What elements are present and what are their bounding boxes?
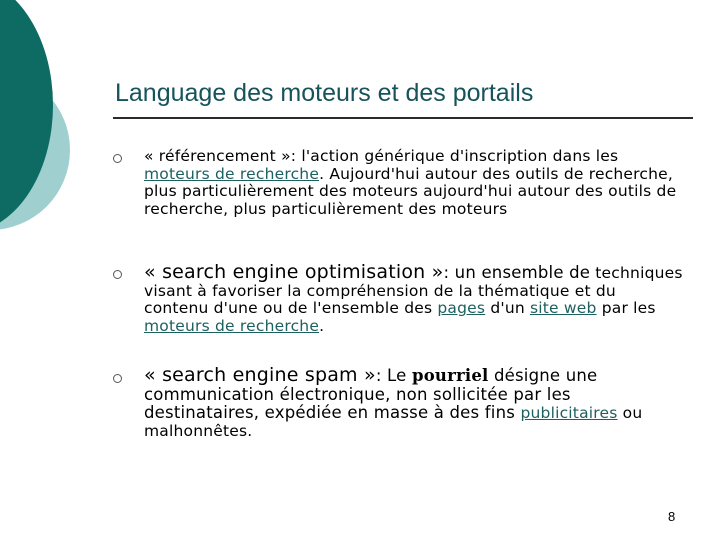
bullet-lead: « search engine spam » bbox=[144, 364, 376, 386]
bullet-text: ou malhonnêtes. bbox=[144, 404, 643, 440]
bullet-item-spam bbox=[144, 364, 684, 440]
bullet-item-referencement bbox=[144, 148, 684, 218]
title-divider bbox=[113, 117, 693, 119]
page-number: 8 bbox=[668, 509, 676, 524]
bullet-text: d'un bbox=[485, 299, 530, 317]
bullet-intro: un ensemble de bbox=[449, 263, 591, 282]
bullet-text: désigne une communication électronique, non sollicitée par les destinataires, expédiée en masse à des fins bbox=[144, 366, 598, 422]
bullet-text: l'action générique d'inscription dans les bbox=[296, 147, 619, 165]
bullet-icon bbox=[113, 374, 122, 383]
bullet-icon bbox=[113, 154, 122, 163]
bullet-lead: « search engine optimisation » bbox=[144, 261, 444, 283]
bullet-text: . bbox=[319, 316, 325, 335]
bullet-item-seo bbox=[144, 261, 684, 335]
bullet-colon: : bbox=[443, 263, 450, 282]
bullet-colon: : bbox=[375, 366, 382, 385]
link-pages[interactable]: pages bbox=[437, 299, 486, 317]
bullet-lead: « référencement »: bbox=[144, 147, 297, 165]
bullet-intro: Le bbox=[381, 366, 412, 385]
decorative-teal-circles bbox=[0, 0, 130, 300]
bullet-bold-term: pourriel bbox=[411, 366, 489, 385]
bullet-text: . Aujourd'hui autour des outils de recherche, plus particulièrement des moteurs aujourd'hui autour des outils de recherche, plus particulièrement des moteurs bbox=[144, 164, 677, 218]
bullet-icon bbox=[113, 270, 122, 279]
bullet-text: par les bbox=[596, 299, 656, 317]
link-publicitaires[interactable]: publicitaires bbox=[520, 404, 618, 422]
link-moteurs-de-recherche[interactable]: moteurs de recherche bbox=[144, 316, 320, 335]
link-moteurs-de-recherche[interactable]: moteurs de recherche bbox=[144, 164, 320, 183]
bullet-text: techniques visant à favoriser la compréhension de la thématique et du contenu d'une ou de l'ensemble des bbox=[144, 264, 683, 317]
link-site-web[interactable]: site web bbox=[530, 299, 597, 317]
slide-title: Language des moteurs et des portails bbox=[115, 79, 534, 107]
